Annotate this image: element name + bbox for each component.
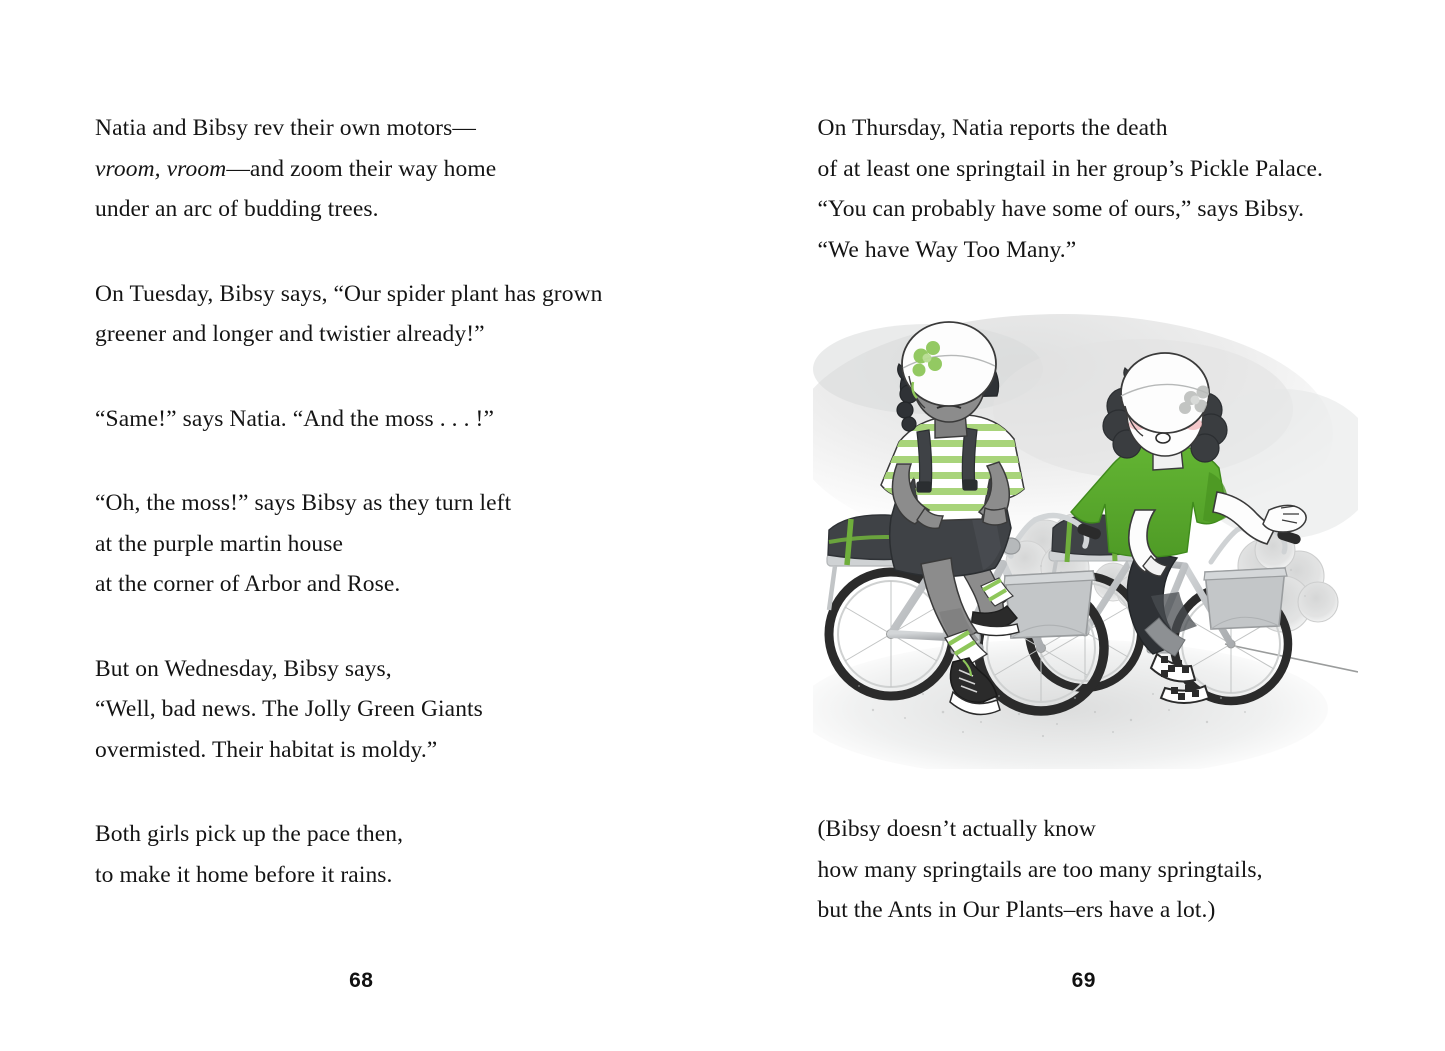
text-fragment: —and zoom their way home [226, 155, 497, 182]
text-line: “Oh, the moss!” says Bibsy as they turn left [95, 490, 512, 516]
italic-text: vroom, vroom [95, 155, 227, 182]
text-line [95, 149, 623, 190]
paragraph [95, 399, 623, 440]
text-line: On Thursday, Natia reports the death [817, 115, 1168, 141]
mouth [1156, 433, 1170, 443]
illustration-two-girls-on-bicycles [813, 314, 1358, 769]
paragraph [95, 274, 623, 355]
paragraph [95, 108, 623, 230]
page-number-right: 69 [1071, 969, 1096, 992]
page-number-left: 68 [349, 969, 374, 992]
text-line: Both girls pick up the pace then, [95, 821, 404, 847]
paragraph [818, 108, 1356, 270]
text-line: On Tuesday, Bibsy says, “Our spider plant has grown [95, 280, 603, 307]
text-line: at the purple martin house [95, 530, 343, 557]
front-basket [1204, 568, 1287, 629]
helmet-natia [902, 322, 996, 408]
text-line: to make it home before it rains. [95, 861, 393, 888]
text-line: But on Wednesday, Bibsy says, [95, 655, 392, 682]
text-line: “You can probably have some of ours,” says Bibsy. [817, 196, 1305, 222]
left-text-column [95, 108, 623, 895]
paragraph [95, 814, 623, 895]
text-line: overmisted. Their habitat is moldy.” [95, 736, 438, 763]
paragraph [95, 483, 623, 605]
hand-right-gesture [1263, 505, 1306, 532]
text-line: “We have Way Too Many.” [817, 236, 1077, 263]
text-line: at the corner of Arbor and Rose. [95, 571, 401, 597]
text-line: (Bibsy doesn’t actually know [817, 816, 1096, 842]
paragraph [818, 809, 1356, 931]
illustration-svg [813, 314, 1358, 769]
text-line: “Well, bad news. The Jolly Green Giants [95, 696, 483, 722]
text-line: under an arc of budding trees. [95, 196, 379, 222]
paragraph [95, 649, 623, 771]
text-line: greener and longer and twistier already!” [95, 321, 485, 347]
text-line: but the Ants in Our Plants–ers have a lot.) [817, 897, 1216, 923]
text-line: Natia and Bibsy rev their own motors— [95, 115, 476, 141]
text-line: “Same!” says Natia. “And the moss . . . !” [95, 405, 495, 432]
text-line: of at least one springtail in her group’s Pickle Palace. [817, 155, 1323, 182]
right-text-column [818, 108, 1356, 931]
hand-right [983, 508, 1007, 525]
right-page [723, 0, 1445, 1051]
text-line: how many springtails are too many springtails, [817, 856, 1263, 883]
